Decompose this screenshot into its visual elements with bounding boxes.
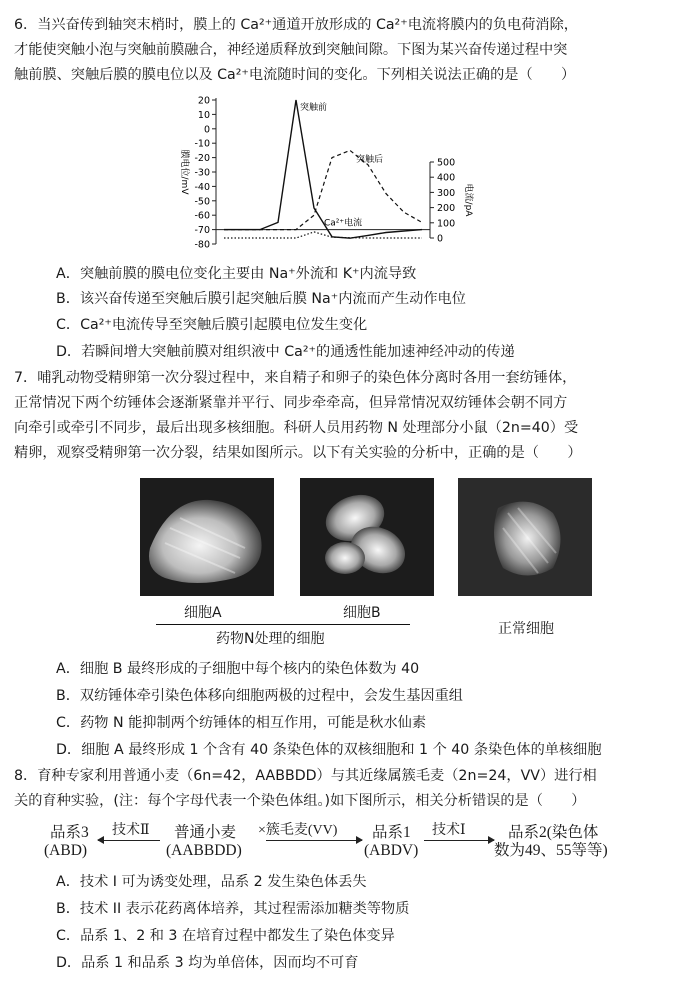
wheat-genome: (AABBDD) [166,842,242,859]
q6-line: 6．当兴奋传到轴突末梢时，膜上的 Ca²⁺通道开放形成的 Ca²⁺电流将膜内的负电荷消除， [14,17,578,33]
y-left-tick-label: -70 [194,225,210,237]
y-left-tick-label: 0 [203,124,210,136]
arrow-tech1 [424,840,494,841]
y-left-tick-label: 10 [197,109,210,121]
question-8-stem [14,764,682,814]
y-left-tick-label: -80 [194,239,210,251]
wheat-label: 普通小麦 [174,824,237,841]
y-left-label: 膜电位/mV [179,149,189,195]
chart-series [224,100,422,238]
question-7-stem [14,366,682,466]
q8-line: 8．育种专家利用普通小麦（6n=42，AABBDD）与其近缘属簇毛麦（2n=24，VV）进行相 [14,768,597,784]
y-right-tick-label: 0 [437,233,444,245]
q8-line: 关的育种实验，(注：每个字母代表一个染色体组。)如下图所示，相关分析错误的是（ ） [14,793,586,809]
question-6-stem [14,13,682,88]
y-left-tick-label: -50 [194,196,210,208]
q6-line: 触前膜、突触后膜的膜电位以及 Ca²⁺电流随时间的变化。下列相关说法正确的是（ ） [14,67,576,83]
line3-genome: (ABD) [44,842,88,859]
q6-option-d[interactable]: D．若瞬间增大突触前膜对组织液中 Ca²⁺的通透性能加速神经冲动的传递 [56,344,515,360]
q7-line: 正常情况下两个纺锤体会逐渐紧靠并平行、同步牵牵高，但异常情况双纺锤体会朝不同方 [14,395,568,411]
q7-option-a[interactable]: A．细胞 B 最终形成的子细胞中每个核内的染色体数为 40 [56,661,420,677]
normal-cell-micrograph [458,478,592,596]
y-left-tick-label: -60 [194,210,210,222]
cross-label: ×簇毛麦(VV) [258,823,338,838]
y-right-tick-label: 300 [437,187,456,199]
q7-line: 向牵引或牵引不同步，最后出现多核细胞。科研人员用药物 N 处理部分小鼠（2n=40）受 [14,420,579,436]
line1-label: 品系1 [372,824,411,841]
q8-option-d[interactable]: D．品系 1 和品系 3 均为单倍体，因而均不可育 [56,955,359,971]
q7-option-c[interactable]: C．药物 N 能抑制两个纺锤体的相互作用，可能是秋水仙素 [56,715,427,731]
q6-option-b[interactable]: B．该兴奋传递至突触后膜引起突触后膜 Na⁺内流而产生动作电位 [56,291,466,307]
q8-option-b[interactable]: B．技术 II 表示花药离体培养，其过程需添加糖类等物质 [56,901,410,917]
q7-line: 7．哺乳动物受精卵第一次分裂过程中，来自精子和卵子的染色体分离时各用一套纺锤体， [14,370,577,386]
line3-label: 品系3 [50,824,89,841]
cell-a-micrograph [140,478,274,596]
line2-label: 品系2(染色体 [508,824,599,841]
y-left-tick-label: -40 [194,181,210,193]
membrane-potential-chart [168,92,474,262]
treated-group-label: 药物N处理的细胞 [216,631,325,647]
q6-option-a[interactable]: A．突触前膜的膜电位变化主要由 Na⁺外流和 K⁺内流导致 [56,266,417,282]
series-label-postsynaptic: 突触后 [356,154,384,165]
series-postsynaptic [224,150,422,229]
q8-option-c[interactable]: C．品系 1、2 和 3 在培育过程中都发生了染色体变异 [56,928,395,944]
y-right-label: 电流/pA [463,183,473,217]
y-right-tick-label: 200 [437,203,456,215]
q6-line: 才能使突触小泡与突触前膜融合，神经递质释放到突触间隙。下图为某兴奋传递过程中突 [14,42,568,58]
normal-cell-label: 正常细胞 [498,621,554,637]
line2-chromosomes: 数为49、55等等) [494,842,608,859]
series-presynaptic [224,100,422,238]
y-right-tick-label: 500 [437,157,456,169]
line1-genome: (ABDV) [364,842,419,859]
q7-line: 精卵，观察受精卵第一次分裂，结果如图所示。以下有关实验的分析中，正确的是（ ） [14,445,582,461]
q8-option-a[interactable]: A．技术 I 可为诱变处理，品系 2 发生染色体丢失 [56,874,367,890]
arrow-cross [266,840,362,841]
y-left-tick-label: -20 [194,153,210,165]
cell-b-label: 细胞B [343,605,381,621]
tech2-label: 技术Ⅱ [112,823,150,838]
treated-group-bracket [156,624,410,625]
series-ca-current [224,232,422,238]
q7-option-d[interactable]: D．细胞 A 最终形成 1 个含有 40 条染色体的双核细胞和 1 个 40 条染色体的单核细胞 [56,742,602,758]
y-left-tick-label: 20 [197,95,210,107]
tech1-label: 技术Ⅰ [432,823,466,838]
series-label-presynaptic: 突触前 [300,103,328,114]
cell-b-micrograph [300,478,434,596]
q6-option-c[interactable]: C．Ca²⁺电流传导至突触后膜引起膜电位发生变化 [56,317,368,333]
cell-a-label: 细胞A [184,605,222,621]
q7-option-b[interactable]: B．双纺锤体牵引染色体移向细胞两极的过程中，会发生基因重组 [56,688,463,704]
series-label-ca-current: Ca²⁺电流 [324,218,363,229]
y-left-tick-label: -30 [194,167,210,179]
y-right-tick-label: 100 [437,218,456,230]
y-right-tick-label: 400 [437,172,456,184]
y-left-tick-label: -10 [194,138,210,150]
arrow-tech2 [98,840,160,841]
